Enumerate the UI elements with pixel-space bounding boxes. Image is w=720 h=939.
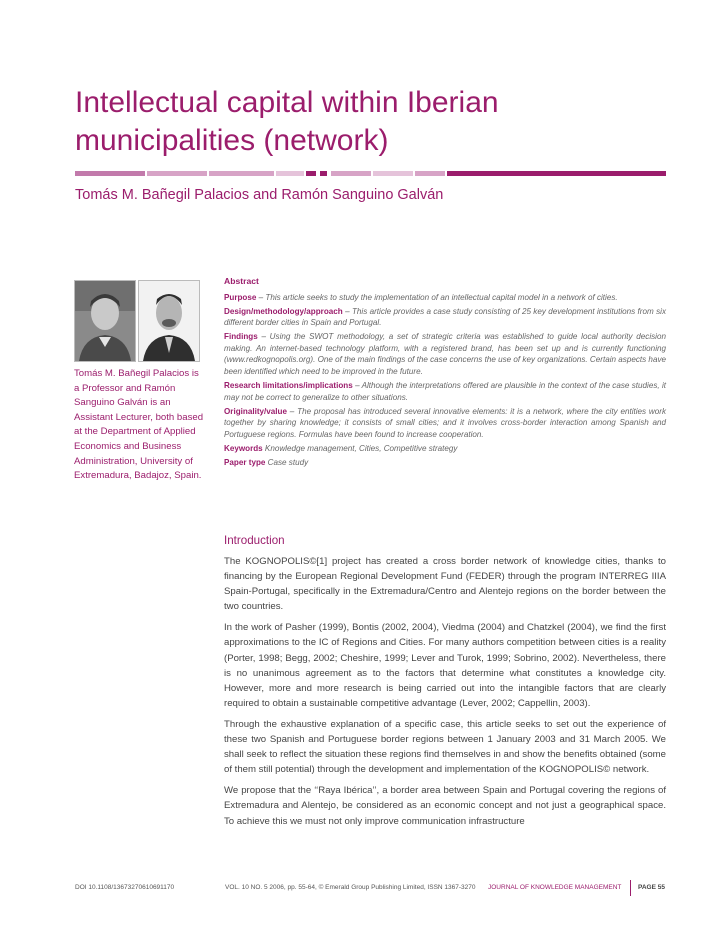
paragraph: The KOGNOPOLIS©[1] project has created a cross border network of knowledge cities, thanks to financing by the European Regional Development Fund (FEDER) through the program INTERREG IIIA Spain-Portugal, specifically in the Extremadura/Centro and Alentejo regions on the border between the two countries. [224, 556, 666, 613]
abstract-heading: Abstract [224, 276, 259, 286]
authors: Tomás M. Bañegil Palacios and Ramón Sanguino Galván [75, 187, 444, 203]
rule-segment [147, 171, 207, 176]
abstract-purpose: Purpose – This article seeks to study the implementation of an intellectual capital model in a network of cities. [224, 292, 618, 302]
introduction-body [224, 554, 666, 835]
title-line-2: municipalities (network) [75, 124, 389, 157]
rule-segment [373, 171, 413, 176]
footer-doi: DOI 10.1108/13673270610691170 [75, 884, 175, 891]
abstract-findings: Findings – Using the SWOT methodology, a set of strategic criteria was established to guide local authority decision making. An internet-based technology platform, with a registered brand, has been set up and is currently functioning (www.redkognopolis.org). One of the main findings of the case concerns the use of key organizations. Certain aspects have been identified which need to be improved in the future. [224, 332, 666, 376]
footer-page-number: PAGE 55 [638, 884, 665, 891]
abstract-originality: Originality/value – The proposal has introduced several innovative elements: it is a network, where the city entities work together by sharing knowledge; it consists of small cities; and it involves cross-border interaction among Spanish and Portuguese regions. Formulas have been found to increase cooperation. [224, 406, 666, 439]
paragraph: We propose that the ‘‘Raya Ibérica’’, a border area between Spain and Portugal covering the regions of Extremadura and Alentejo, be considered as an economic concept and not just a geographical space. To achieve this we must not only improve communication infrastructure [224, 785, 666, 827]
article-title [75, 84, 675, 160]
abstract-paper-type: Paper type Case study [224, 457, 309, 467]
rule-segment [320, 171, 327, 176]
footer-divider [630, 880, 631, 896]
page-footer [75, 880, 666, 896]
author-photo-2 [138, 280, 200, 362]
abstract-keywords: Keywords Knowledge management, Cities, Competitive strategy [224, 443, 458, 453]
abstract-limitations: Research limitations/implications – Although the interpretations offered are plausible in the context of the case studies, it may not be correct to generalize to other situations. [224, 380, 667, 402]
rule-segment [306, 171, 316, 176]
footer-volume: VOL. 10 NO. 5 2006, pp. 55-64, © Emerald Group Publishing Limited, ISSN 1367-3270 [225, 884, 476, 891]
paragraph: In the work of Pasher (1999), Bontis (2002, 2004), Viedma (2004) and Chatzkel (2004), we find the first approximations to the IC of Regions and Cities. For many authors competition between cities is a reality (Porter, 1998; Begg, 2002; Cheshire, 1999; Lever and Turok, 1999; Sobrino, 2002). Nevertheless, there is no unanimous agreement as to the factors that determine what constitutes a knowledge city. However, more and more research is being carried out into the intangible factors that are clearly required to obtain a sustainable competitive advantage (Lever, 2002; Cappellin, 2003). [224, 622, 666, 709]
rule-segment [276, 171, 304, 176]
author-bio: Tomás M. Bañegil Palacios is a Professor and Ramón Sanguino Galván is an Assistant Lecturer, both based at the Department of Applied Economics and Business Administration, University of Extremadura, Badajoz, Spain. [74, 368, 204, 482]
abstract-design: Design/methodology/approach – This article provides a case study consisting of 25 key development institutions from six different border cities in Spain and Portugal. [224, 306, 666, 328]
rule-segment [447, 171, 666, 176]
rule-segment [331, 171, 371, 176]
rule-segment [209, 171, 274, 176]
author-photo-1 [74, 280, 136, 362]
abstract-section [224, 276, 666, 471]
paragraph: Through the exhaustive explanation of a specific case, this article seeks to set out the experience of these two Spanish and Portuguese border regions between 1 January 2003 and 31 March 2005. We shall seek to reflect the situation these regions find themselves in and show the benefits obtained (some of them still potential) through the development and implementation of the KOGNOPOLIS© network. [224, 718, 666, 776]
section-heading-introduction: Introduction [224, 534, 285, 547]
footer-journal: JOURNAL OF KNOWLEDGE MANAGEMENT [488, 884, 622, 891]
rule-segment [415, 171, 445, 176]
title-line-1: Intellectual capital within Iberian [75, 86, 499, 119]
rule-segment [75, 171, 145, 176]
